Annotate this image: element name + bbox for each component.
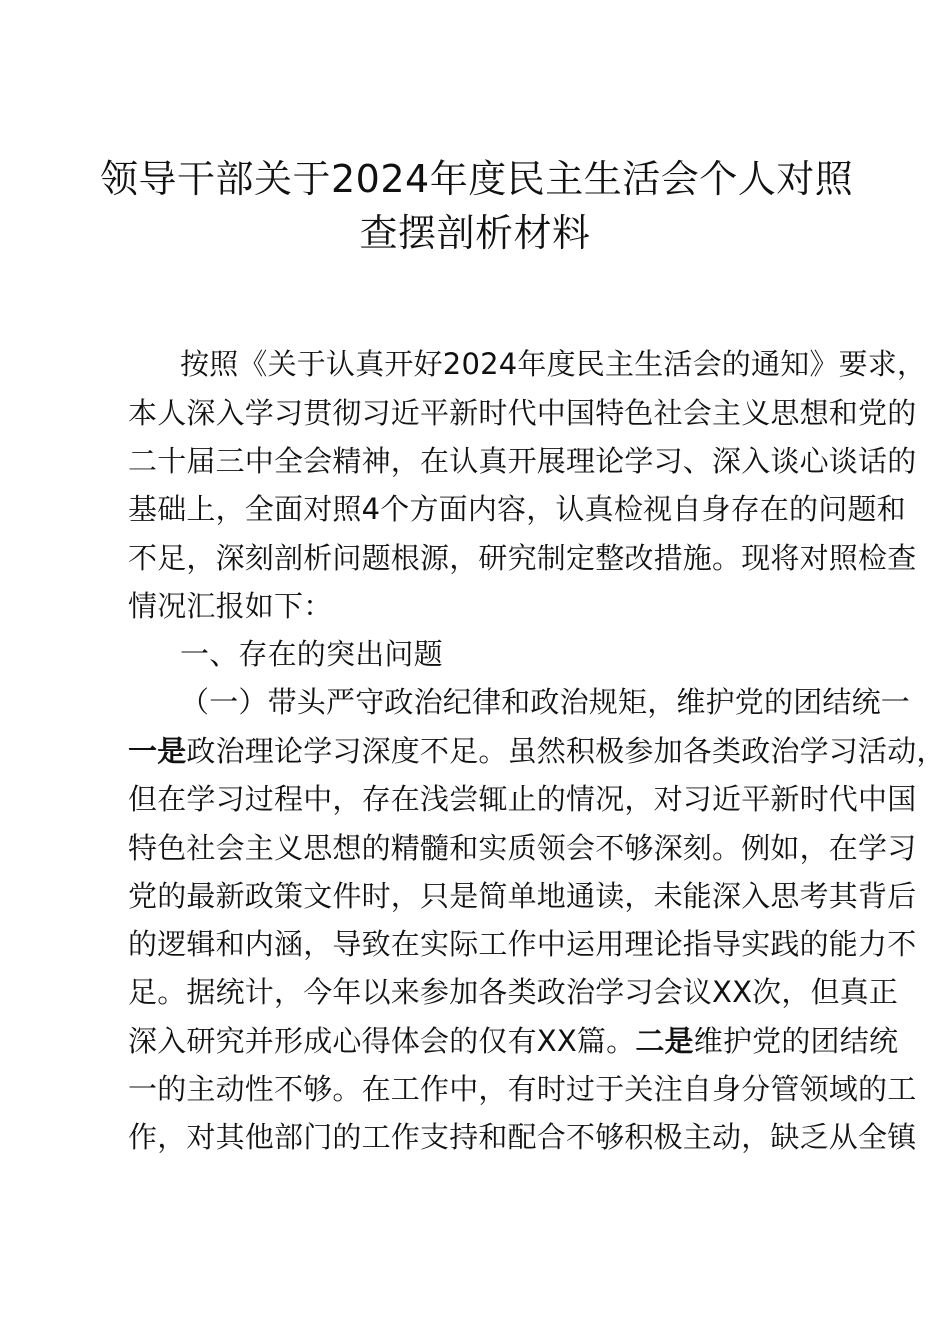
body-line: 足。据统计，今年以来参加各类政治学习会议XX次，但真正: [128, 975, 899, 1009]
body-line: 作，对其他部门的工作支持和配合不够积极主动，缺乏从全镇: [128, 1120, 917, 1154]
body-text: 深入研究并形成心得体会的仅有XX篇。: [128, 1024, 636, 1058]
body-line: 不足，深刻剖析问题根源，研究制定整改措施。现将对照检查: [128, 541, 917, 575]
body-line: 情况汇报如下：: [128, 589, 333, 623]
body-text: 政治理论学习深度不足。虽然积极参加各类政治学习活动，: [186, 734, 946, 768]
document-title-line-2: 查摆剖析材料: [359, 211, 591, 255]
bold-label-one: 一是: [128, 734, 187, 768]
body-line: 二十届三中全会精神，在认真开展理论学习、深入谈心谈话的: [128, 444, 917, 478]
body-line: 但在学习过程中，存在浅尝辄止的情况，对习近平新时代中国: [128, 782, 917, 816]
body-line: 基础上，全面对照4个方面内容，认真检视自身存在的问题和: [128, 492, 906, 526]
body-line: 党的最新政策文件时，只是简单地通读，未能深入思考其背后: [128, 879, 917, 913]
body-line: 按照《关于认真开好2024年度民主生活会的通知》要求，: [180, 347, 927, 381]
body-line: [128, 727, 946, 776]
subsection-heading: （一）带头严守政治纪律和政治规矩，维护党的团结统一: [180, 685, 911, 719]
bold-label-two: 二是: [635, 1024, 694, 1058]
body-line: 特色社会主义思想的精髓和实质领会不够深刻。例如，在学习: [128, 831, 917, 865]
body-line: 本人深入学习贯彻习近平新时代中国特色社会主义思想和党的: [128, 396, 917, 430]
body-line: 的逻辑和内涵，导致在实际工作中运用理论指导实践的能力不: [128, 927, 917, 961]
document-title-line-1: 领导干部关于2024年度民主生活会个人对照: [100, 157, 854, 201]
section-heading: 一、存在的突出问题: [180, 637, 443, 671]
body-text: 维护党的团结统: [693, 1024, 899, 1058]
body-line: [128, 1017, 899, 1066]
body-line: 一的主动性不够。在工作中，有时过于关注自身分管领域的工: [128, 1072, 917, 1106]
